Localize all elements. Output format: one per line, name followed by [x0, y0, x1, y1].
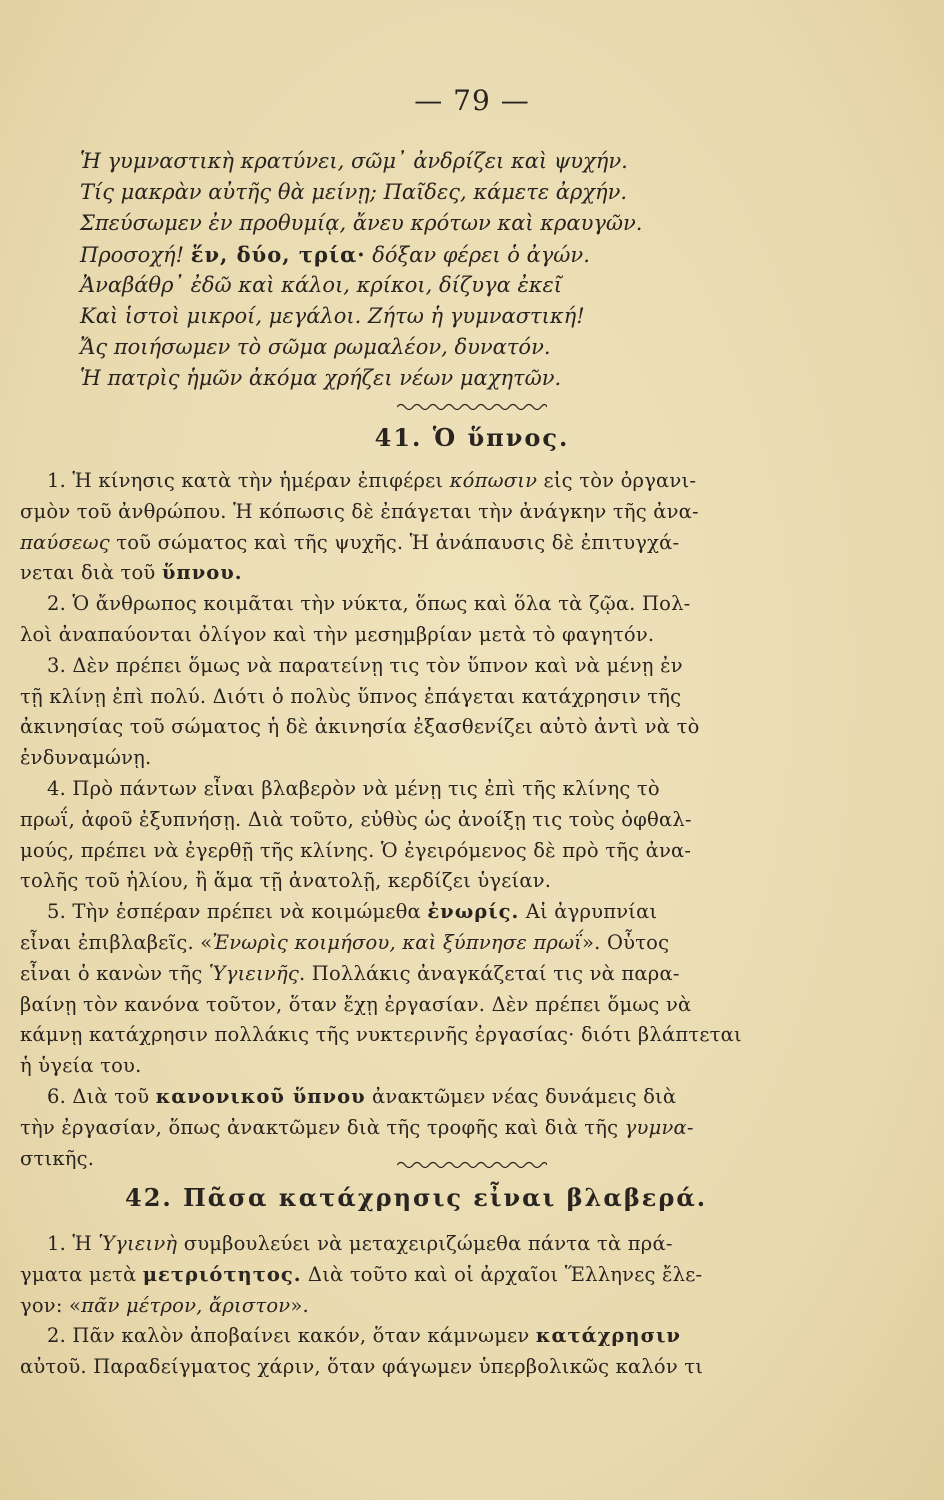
text-line: ἡ ὑγεία του. [20, 1054, 142, 1078]
section-42-body [20, 1229, 760, 1383]
ornament-divider [0, 1160, 944, 1170]
text-line: 1. Ἡ κίνησις κατὰ τὴν ἡμέραν ἐπιφέρει κόπωσιν εἰς τὸν ὀργανι- [47, 469, 697, 492]
text-line: παύσεως τοῦ σώματος καὶ τῆς ψυχῆς. Ἡ ἀνάπαυσις δὲ ἐπιτυγχά- [20, 530, 680, 554]
text-line: γματα μετὰ μετριότητος. Διὰ τοῦτο καὶ οἱ ἀρχαῖοι Ἕλληνες ἔλε- [20, 1262, 703, 1286]
text-line: σμὸν τοῦ ἀνθρώπου. Ἡ κόπωσις δὲ ἐπάγεται τὴν ἀνάγκην τῆς ἀνα- [20, 499, 699, 523]
poem-line: Καὶ ἱστοὶ μικροί, μεγάλοι. Ζήτω ἡ γυμναστική! [80, 304, 585, 328]
text-line: εἶναι ἐπιβλαβεῖς. «Ἐνωρὶς κοιμήσου, καὶ ξύπνησε πρωΐ». Οὗτος [20, 930, 670, 954]
text-line: 3. Δὲν πρέπει ὅμως νὰ παρατείνῃ τις τὸν ὕπνον καὶ νὰ μένῃ ἐν [47, 653, 683, 677]
text-line: 4. Πρὸ πάντων εἶναι βλαβερὸν νὰ μένῃ τις ἐπὶ τῆς κλίνης τὸ [47, 776, 660, 800]
text-line: αὐτοῦ. Παραδείγματος χάριν, ὅταν φάγωμεν ὑπερβολικῶς καλόν τι [20, 1355, 704, 1379]
text-line: λοὶ ἀναπαύονται ὀλίγον καὶ τὴν μεσημβρίαν μετὰ τὸ φαγητόν. [20, 622, 655, 646]
text-line: τὴν ἐργασίαν, ὅπως ἀνακτῶμεν διὰ τῆς τροφῆς καὶ διὰ τῆς γυμνα- [20, 1115, 694, 1139]
section-41-body [20, 466, 760, 1174]
text-line: βαίνῃ τὸν κανόνα τοῦτον, ὅταν ἔχῃ ἐργασίαν. Δὲν πρέπει ὅμως νὰ [20, 992, 692, 1016]
poem-line: Προσοχή! ἕν, δύο, τρία· δόξαν φέρει ὁ ἀγών. [80, 242, 590, 267]
text-line: ἀκινησίας τοῦ σώματος ἡ δὲ ἀκινησία ἐξασθενίζει αὐτὸ ἀντὶ νὰ τὸ [20, 715, 700, 739]
text-line: τῇ κλίνῃ ἐπὶ πολύ. Διότι ὁ πολὺς ὕπνος ἐπάγεται κατάχρησιν τῆς [20, 684, 682, 708]
text-line: στικῆς. [20, 1146, 95, 1170]
text-line: μούς, πρέπει νὰ ἐγερθῇ τῆς κλίνης. Ὁ ἐγειρόμενος δὲ πρὸ τῆς ἀνα- [20, 838, 692, 862]
section-42-title: 42. Πᾶσα κατάχρησις εἶναι βλαβερά. [125, 1183, 708, 1212]
page-number: — 79 — [414, 84, 530, 117]
text-line: 2. Ὁ ἄνθρωπος κοιμᾶται τὴν νύκτα, ὅπως καὶ ὅλα τὰ ζῷα. Πολ- [47, 592, 691, 616]
poem [80, 146, 780, 394]
text-line: 5. Τὴν ἑσπέραν πρέπει νὰ κοιμώμεθα ἐνωρίς. Αἱ ἀγρυπνίαι [47, 900, 658, 924]
text-line: 2. Πᾶν καλὸν ἀποβαίνει κακόν, ὅταν κάμνωμεν κατάχρησιν [47, 1324, 681, 1348]
poem-line: Ἀναβάθρ᾽ ἐδῶ καὶ κάλοι, κρίκοι, δίζυγα ἐκεῖ [80, 273, 562, 297]
text-line: ἐνδυναμώνῃ. [20, 746, 152, 770]
poem-line: Τίς μακρὰν αὐτῆς θὰ μείνῃ; Παῖδες, κάμετε ἀρχήν. [80, 180, 628, 204]
text-line: πρωΐ, ἀφοῦ ἐξυπνήσῃ. Διὰ τοῦτο, εὐθὺς ὡς ἀνοίξῃ τις τοὺς ὀφθαλ- [20, 807, 692, 831]
text-line: τολῆς τοῦ ἡλίου, ἢ ἅμα τῇ ἀνατολῇ, κερδίζει ὑγείαν. [20, 869, 552, 893]
poem-line: Ἡ γυμναστικὴ κρατύνει, σῶμ᾽ ἀνδρίζει καὶ ψυχήν. [80, 149, 628, 173]
poem-line: Ἡ πατρὶς ἡμῶν ἀκόμα χρήζει νέων μαχητῶν. [80, 366, 562, 390]
text-line: γον: «πᾶν μέτρον, ἄριστον». [20, 1293, 309, 1317]
text-line: εἶναι ὁ κανὼν τῆς Ὑγιεινῆς. Πολλάκις ἀναγκάζεταί τις νὰ παρα- [20, 961, 680, 985]
ornament-divider [0, 402, 944, 412]
text-line: νεται διὰ τοῦ ὕπνου. [20, 561, 243, 585]
section-41-title: 41. Ὁ ὕπνος. [374, 423, 570, 452]
text-line: 6. Διὰ τοῦ κανονικοῦ ὕπνου ἀνακτῶμεν νέας δυνάμεις διὰ [47, 1084, 677, 1108]
text-line: κάμνῃ κατάχρησιν πολλάκις τῆς νυκτερινῆς ἐργασίας· διότι βλάπτεται [20, 1023, 742, 1047]
poem-line: Σπεύσωμεν ἐν προθυμίᾳ, ἄνευ κρότων καὶ κραυγῶν. [80, 211, 643, 235]
poem-line: Ἄς ποιήσωμεν τὸ σῶμα ρωμαλέον, δυνατόν. [80, 335, 551, 359]
text-line: 1. Ἡ Ὑγιεινὴ συμβουλεύει νὰ μεταχειριζώμεθα πάντα τὰ πρά- [47, 1232, 673, 1255]
